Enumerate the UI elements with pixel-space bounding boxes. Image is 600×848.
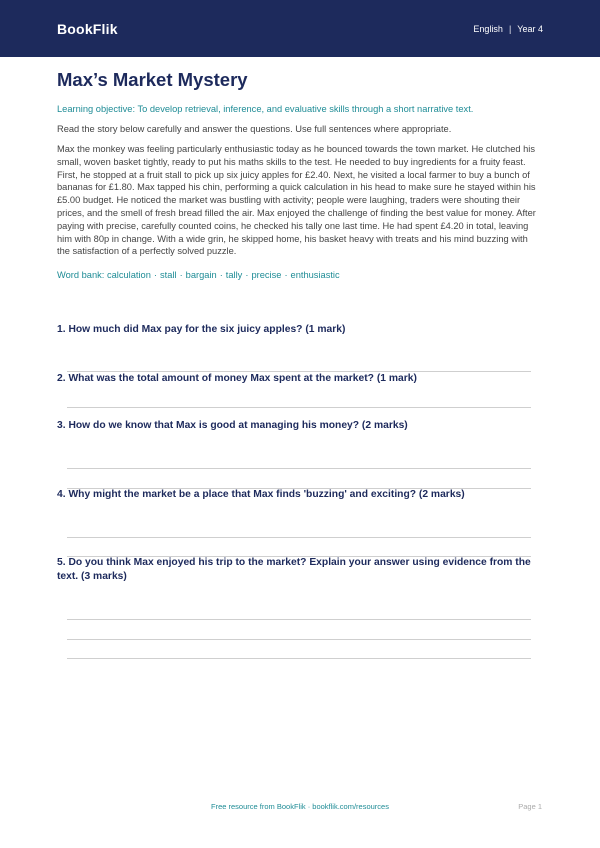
header-meta [473,24,543,34]
word-bank-word: enthusiastic [290,270,340,281]
question-4 [57,488,533,502]
question-text: 2. What was the total amount of money Max spent at the market? (1 mark) [57,373,417,384]
story-text: Max the monkey was feeling particularly enthusiastic today as he bounced towards the town market. He clutched his small, woven basket tightly, ready to put his maths skills to the test. He needed to buy ingredients for a fruity feast. First, he stopped at a fruit stall to pick up six juicy apples for £2.40. Next, he visited a local farmer to buy a bunch of bananas for £1.80. Max tapped his chin, performing a quick calculation in his head to make sure he stayed within his £5.00 budget. He noticed the market was bustling with activity; people were laughing, traders were shouting their prices, and the smell of fresh bread filled the air. Max enjoyed the challenge of finding the best value for money. After paying with precise, carefully counted coins, he checked his tally one last time. He had spent £4.20 in total, leaving him with 80p in change. With a wide grin, he skipped home, his basket heavy with treats and his mind buzzing with the satisfaction of a perfectly solved puzzle. [57,144,536,257]
page-footer [0,802,600,814]
word-separator: · [219,270,223,281]
word-bank-word: bargain [185,270,217,281]
answer-line[interactable] [67,639,531,640]
footer-resource-link[interactable]: Free resource from BookFlik · bookflik.com/resources [211,802,389,811]
question-text: 5. Do you think Max enjoyed his trip to the market? Explain your answer using evidence from the text. (3 marks) [57,557,531,582]
year-label: Year 4 [517,23,543,34]
question-1 [57,323,533,337]
word-bank-word: precise [251,270,282,281]
word-bank-word: tally [225,270,243,281]
page-number: Page 1 [518,802,542,811]
word-separator: · [153,270,158,281]
question-text: 1. How much did Max pay for the six juicy apples? (1 mark) [57,324,346,335]
word-separator: · [245,270,249,281]
answer-line[interactable] [67,407,531,408]
learning-objective: Learning objective: To develop retrieval, inference, and evaluative skills through a short narrative text. [57,104,474,114]
answer-line[interactable] [67,658,531,659]
instructions: Read the story below carefully and answer the questions. Use full sentences where appropriate. [57,124,452,134]
question-text: 4. Why might the market be a place that Max finds 'buzzing' and exciting? (2 marks) [57,489,465,500]
main-content [0,57,600,281]
meta-separator: | [508,23,512,34]
word-bank [57,269,543,281]
brand-logo[interactable]: BookFlik [57,20,118,37]
question-3 [57,419,533,433]
answer-line[interactable] [67,619,531,620]
subject-label: English [473,23,503,34]
answer-line[interactable] [67,468,531,469]
word-bank-word: stall [160,270,177,281]
word-bank-label: Word bank: [57,270,105,281]
page-title: Max’s Market Mystery [57,69,248,90]
question-text: 3. How do we know that Max is good at managing his money? (2 marks) [57,420,408,431]
word-separator: · [179,270,183,281]
header-bar [0,0,600,57]
question-5 [57,556,533,584]
question-2 [57,372,533,386]
word-bank-word: calculation [106,270,151,281]
answer-line[interactable] [67,537,531,538]
word-separator: · [284,270,288,281]
